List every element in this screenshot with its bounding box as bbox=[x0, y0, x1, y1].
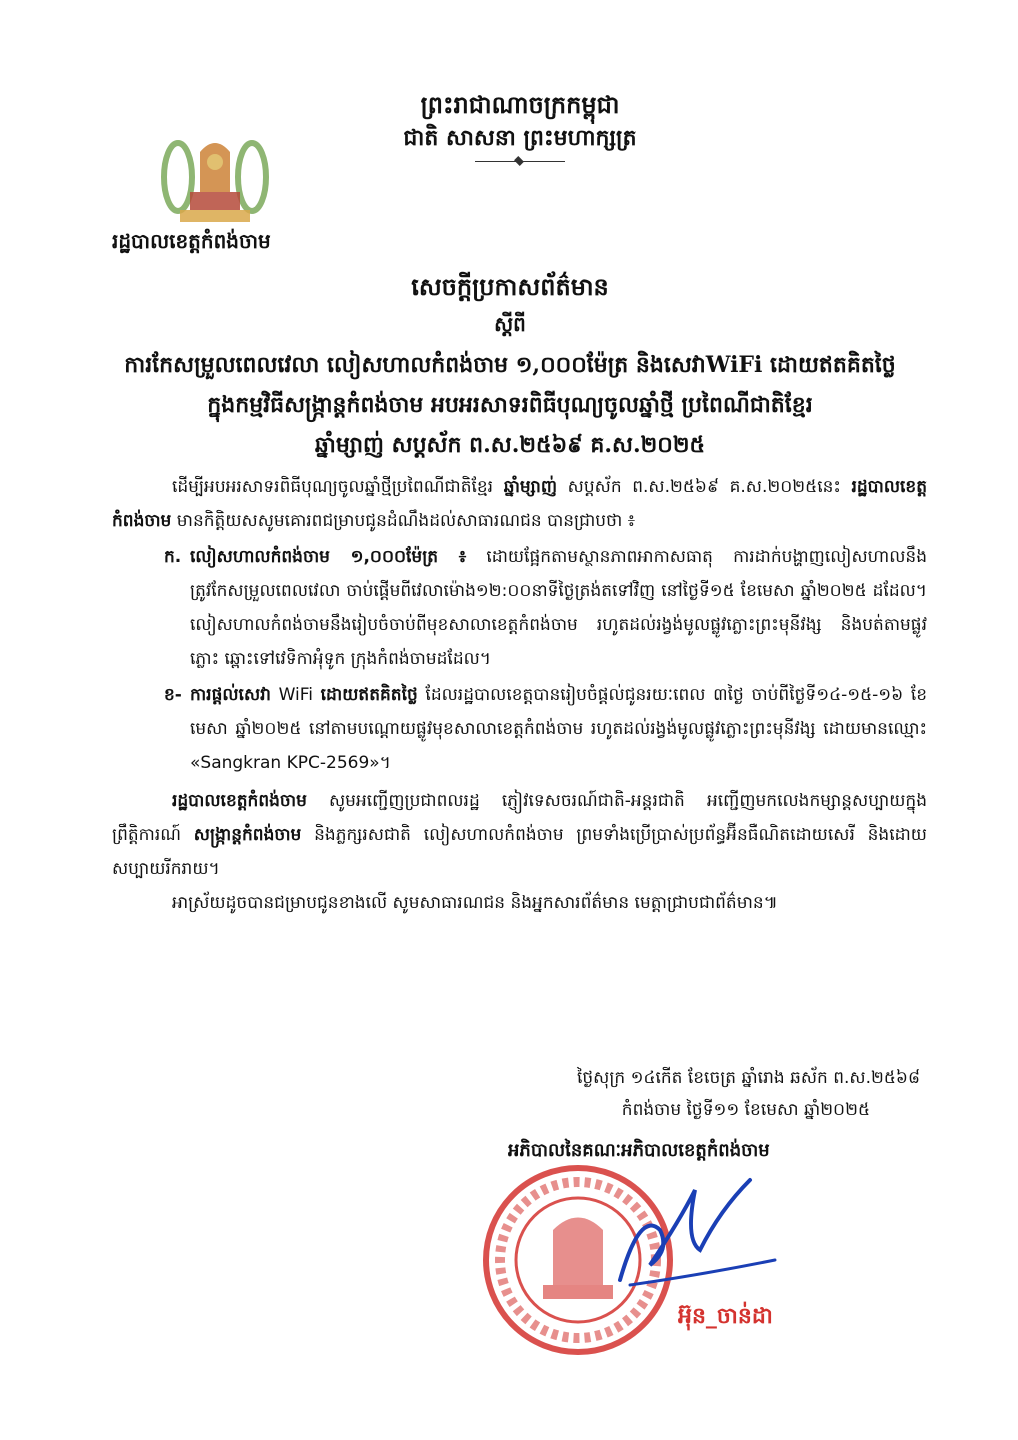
list-item: ក. លៀសហាលកំពង់ចាម ១,០០០ម៉ែត្រ ៖ ដោយផ្អែកតាមស្ថានភាពអាកាសធាតុ ការដាក់បង្ហាញលៀសហាលនឹងត្រូវកែសម្រួលពេលវេលា ចាប់ផ្តើមពីវេលាម៉ោង១២:០០នាទីថ្ងៃត្រង់តទៅវិញ នៅថ្ងៃទី១៥ ខែមេសា ឆ្នាំ២០២៥ ដដែល។ លៀសហាលកំពង់ចាមនឹងរៀបចំចាប់ពីមុខសាលាខេត្តកំពង់ចាម រហូតដល់រង្វង់មូលផ្លូវភ្លោះព្រះមុនីវង្ស និងបត់តាមផ្លូវភ្លោះ ឆ្ពោះទៅវេទិកាអុំទូក ក្រុងកំពង់ចាមដដែល។ bbox=[112, 540, 927, 676]
title-line-2: ក្នុងកម្មវិធីសង្ក្រាន្តកំពង់ចាម អបអរសាទរពិធីបុណ្យចូលឆ្នាំថ្មី ប្រពៃណីជាតិខ្មែរ bbox=[207, 392, 813, 418]
item-marker: ខ- bbox=[164, 685, 182, 705]
title-line-3: ឆ្នាំម្សាញ់ សប្តស័ក ព.ស.២៥៦៩ គ.ស.២០២៥ bbox=[314, 432, 706, 458]
invite-paragraph: រដ្ឋបាលខេត្តកំពង់ចាម សូមអញ្ជើញប្រជាពលរដ្ឋ ភ្ញៀវទេសចរណ៍ជាតិ-អន្តរជាតិ អញ្ជើញមកលេងកម្សាន្តសប្បាយក្នុងព្រឹត្តិការណ៍ សង្ក្រាន្តកំពង់ចាម និងភ្លក្សរសជាតិ លៀសហាលកំពង់ចាម ព្រមទាំងប្រើប្រាស់ប្រព័ន្ធអ៊ីនធឺណិតដោយសេរី និងដោយសប្បាយរីករាយ។ bbox=[112, 791, 927, 879]
solar-date: កំពង់ចាម ថ្ងៃទី១១ ខែមេសា ឆ្នាំ២០២៥ bbox=[621, 1100, 870, 1120]
document-title: សេចក្តីប្រកាសព័ត៌មាន bbox=[411, 272, 609, 301]
kingdom-header bbox=[330, 88, 710, 164]
header-ornament bbox=[475, 158, 565, 164]
issuer-name: រដ្ឋបាលខេត្តកំពង់ចាម bbox=[112, 229, 271, 253]
kingdom-name: ព្រះរាជាណាចក្រកម្ពុជា bbox=[420, 90, 620, 119]
document-body bbox=[112, 470, 927, 920]
list-item: ខ- ការផ្តល់សេវា WiFi ដោយឥតគិតថ្លៃ ដែលរដ្ឋបាលខេត្តបានរៀបចំផ្តល់ជូនរយៈពេល ៣ថ្ងៃ ចាប់ពីថ្ងៃទី១៤-១៥-១៦ ខែមេសា ឆ្នាំ២០២៥ នៅតាមបណ្តោយផ្លូវមុខសាលាខេត្តកំពង់ចាម រហូតដល់រង្វង់មូលផ្លូវភ្លោះព្រះមុនីវង្ស ដោយមានឈ្មោះ «Sangkran KPC-2569»។ bbox=[112, 678, 927, 780]
title-line-1: ការកែសម្រួលពេលវេលា លៀសហាលកំពង់ចាម ១,០០០ម៉ែត្រ និងសេវាWiFi ដោយឥតគិតថ្លៃ bbox=[124, 352, 896, 378]
closing-paragraph: អាស្រ័យដូចបានជម្រាបជូនខាងលើ សូមសាធារណជន និងអ្នកសារព័ត៌មាន មេត្តាជ្រាបជាព័ត៌មាន៕ bbox=[172, 893, 778, 913]
item-marker: ក. bbox=[164, 547, 182, 567]
signer-title: អភិបាលនៃគណៈអភិបាលខេត្តកំពង់ចាម bbox=[508, 1140, 770, 1161]
date-block bbox=[520, 1062, 920, 1126]
title-about: ស្តីពី bbox=[494, 312, 526, 336]
signer-name: អ៊ុន_ចាន់ដា bbox=[678, 1303, 773, 1329]
signature-icon bbox=[600, 1170, 790, 1320]
emblem-icon bbox=[160, 132, 270, 232]
lunar-date: ថ្ងៃសុក្រ ១៤កើត ខែចេត្រ ឆ្នាំរោង ឆស័ក ព.ស.២៥៦៨ bbox=[576, 1068, 920, 1088]
title-block bbox=[100, 268, 920, 462]
national-motto: ជាតិ សាសនា ព្រះមហាក្សត្រ bbox=[403, 125, 637, 151]
intro-paragraph: ដើម្បីអបអរសាទរពិធីបុណ្យចូលឆ្នាំថ្មីប្រពៃណីជាតិខ្មែរ ឆ្នាំម្សាញ់ សប្តស័ក ព.ស.២៥៦៩ គ.ស.២០២៥នេះ រដ្ឋបាលខេត្តកំពង់ចាម មានកិត្តិយសសូមគោរពជម្រាបជូនដំណឹងដល់សាធារណជន បានជ្រាបថា ៖ bbox=[112, 477, 927, 531]
